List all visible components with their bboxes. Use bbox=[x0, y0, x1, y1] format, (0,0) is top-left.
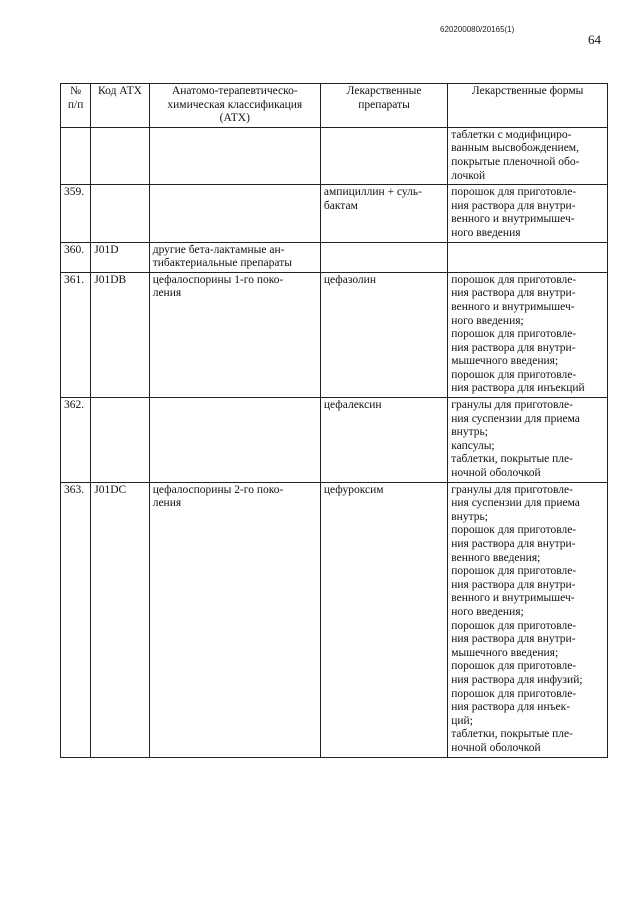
atc-classification-line: тибактериальные препараты bbox=[152, 257, 292, 270]
dosage-forms bbox=[448, 398, 608, 483]
header-drugs-line: Лекарственные bbox=[346, 85, 422, 97]
atc-code bbox=[91, 398, 149, 483]
drug-classification-table bbox=[60, 83, 608, 758]
drug-name-line: бактам bbox=[323, 199, 358, 212]
dosage-form-line: мышечного введения; bbox=[451, 355, 559, 368]
header-dosage-forms-line: Лекарственные формы bbox=[471, 85, 584, 97]
header-atc-classification bbox=[149, 84, 320, 128]
header-drugs-line: препараты bbox=[358, 98, 410, 111]
table-row bbox=[61, 185, 608, 242]
row-number: 362. bbox=[61, 398, 91, 483]
drug-name-line: ампициллин + суль- bbox=[323, 186, 422, 199]
dosage-form-line: порошок для приготовле- bbox=[451, 368, 577, 381]
atc-classification-line: другие бета-лактамные ан- bbox=[152, 243, 285, 256]
header-atc-code bbox=[91, 84, 149, 128]
dosage-forms bbox=[448, 482, 608, 757]
drug-name bbox=[320, 242, 447, 272]
header-drugs bbox=[320, 84, 447, 128]
header-number bbox=[61, 84, 91, 128]
table-row bbox=[61, 127, 608, 184]
atc-classification-line: цефалоспорины 1-го поко- bbox=[152, 273, 284, 286]
dosage-form-line: ночной оболочкой bbox=[451, 741, 541, 754]
dosage-form-line: ций; bbox=[451, 714, 473, 727]
drug-name bbox=[320, 185, 447, 242]
dosage-form-line: покрытые пленочной обо- bbox=[451, 155, 580, 168]
table-row bbox=[61, 242, 608, 272]
dosage-form-line: порошок для приготовле- bbox=[451, 660, 577, 673]
atc-classification-line: ления bbox=[152, 287, 182, 300]
drug-name-line: цефуроксим bbox=[323, 483, 384, 496]
atc-classification bbox=[149, 242, 320, 272]
row-number bbox=[61, 127, 91, 184]
dosage-form-line: мышечного введения; bbox=[451, 646, 559, 659]
document-id: 620200080/20165(1) bbox=[440, 25, 515, 34]
page-number: 64 bbox=[588, 32, 601, 47]
dosage-form-line: капсулы; bbox=[451, 439, 495, 452]
table-header bbox=[61, 84, 608, 128]
dosage-form-line: порошок для приготовле- bbox=[451, 273, 577, 286]
dosage-form-line: ния раствора для внутри- bbox=[451, 199, 576, 212]
header-atc-classification-line: Анатомо-терапевтическо- bbox=[171, 85, 298, 97]
dosage-form-line: ния суспензии для приема bbox=[451, 412, 580, 425]
atc-classification bbox=[149, 185, 320, 242]
atc-classification bbox=[149, 398, 320, 483]
dosage-form-line: таблетки с модифициро- bbox=[451, 128, 572, 141]
dosage-form-line: таблетки, покрытые пле- bbox=[451, 728, 573, 741]
dosage-form-line: ния раствора для внутри- bbox=[451, 341, 576, 354]
drug-name bbox=[320, 272, 447, 397]
atc-classification-line: ления bbox=[152, 497, 182, 510]
dosage-form-line: венного и внутримышеч- bbox=[451, 300, 575, 313]
dosage-form-line: порошок для приготовле- bbox=[451, 687, 577, 700]
dosage-form-line: ния раствора для инъекций bbox=[451, 382, 585, 395]
header-number-line: п/п bbox=[67, 98, 84, 111]
table-body bbox=[61, 127, 608, 757]
dosage-form-line: ния раствора для внутри- bbox=[451, 287, 576, 300]
dosage-form-line: ния раствора для инфузий; bbox=[451, 673, 583, 686]
dosage-form-line: порошок для приготовле- bbox=[451, 328, 577, 341]
dosage-form-line: порошок для приготовле- bbox=[451, 565, 577, 578]
atc-code: J01DB bbox=[91, 272, 149, 397]
row-number: 360. bbox=[61, 242, 91, 272]
dosage-form-line: ния суспензии для приема bbox=[451, 497, 580, 510]
atc-classification-line: цефалоспорины 2-го поко- bbox=[152, 483, 284, 496]
atc-code: J01DC bbox=[91, 482, 149, 757]
row-number: 363. bbox=[61, 482, 91, 757]
dosage-form-line: ния раствора для внутри- bbox=[451, 633, 576, 646]
header-dosage-forms bbox=[448, 84, 608, 128]
drug-name bbox=[320, 398, 447, 483]
dosage-form-line: таблетки, покрытые пле- bbox=[451, 453, 573, 466]
dosage-forms bbox=[448, 185, 608, 242]
header-number-line: № bbox=[70, 85, 82, 97]
drug-name bbox=[320, 127, 447, 184]
atc-classification bbox=[149, 272, 320, 397]
dosage-form-line: венного и внутримышеч- bbox=[451, 213, 575, 226]
drug-name-line: цефазолин bbox=[323, 273, 376, 286]
dosage-form-line: ного введения; bbox=[451, 314, 524, 327]
atc-classification bbox=[149, 482, 320, 757]
header-atc-code-line: Код АТХ bbox=[98, 85, 142, 97]
drug-name-line: цефалексин bbox=[323, 399, 382, 412]
dosage-form-line: внутрь; bbox=[451, 510, 488, 523]
dosage-form-line: ния раствора для внутри- bbox=[451, 538, 576, 550]
atc-classification bbox=[149, 127, 320, 184]
dosage-forms bbox=[448, 272, 608, 397]
dosage-forms bbox=[448, 242, 608, 272]
dosage-form-line: порошок для приготовле- bbox=[451, 619, 577, 632]
dosage-form-line: ванным высвобождением, bbox=[451, 142, 579, 155]
dosage-form-line: ного введения; bbox=[451, 605, 524, 618]
dosage-forms bbox=[448, 127, 608, 184]
dosage-form-line: порошок для приготовле- bbox=[451, 524, 577, 537]
dosage-form-line: ния раствора для инъек- bbox=[451, 701, 571, 714]
header-atc-classification-line: химическая классификация bbox=[167, 98, 303, 111]
table-row bbox=[61, 398, 608, 483]
row-number: 361. bbox=[61, 272, 91, 397]
table-row bbox=[61, 482, 608, 757]
dosage-form-line: гранулы для приготовле- bbox=[451, 399, 573, 412]
table-row bbox=[61, 272, 608, 397]
header-atc-classification-line: (АТХ) bbox=[219, 112, 250, 125]
dosage-form-line: гранулы для приготовле- bbox=[451, 483, 573, 496]
dosage-form-line: порошок для приготовле- bbox=[451, 186, 577, 199]
dosage-form-line: ния раствора для внутри- bbox=[451, 578, 576, 591]
atc-code bbox=[91, 127, 149, 184]
dosage-form-line: венного и внутримышеч- bbox=[451, 592, 575, 605]
dosage-form-line: ного введения bbox=[451, 226, 521, 239]
dosage-form-line: внутрь; bbox=[451, 426, 488, 439]
dosage-form-line: венного введения; bbox=[451, 551, 541, 564]
header-row bbox=[61, 84, 608, 128]
row-number: 359. bbox=[61, 185, 91, 242]
dosage-form-line: ночной оболочкой bbox=[451, 467, 541, 480]
atc-code bbox=[91, 185, 149, 242]
dosage-form-line: лочкой bbox=[451, 169, 486, 182]
atc-code: J01D bbox=[91, 242, 149, 272]
drug-name bbox=[320, 482, 447, 757]
